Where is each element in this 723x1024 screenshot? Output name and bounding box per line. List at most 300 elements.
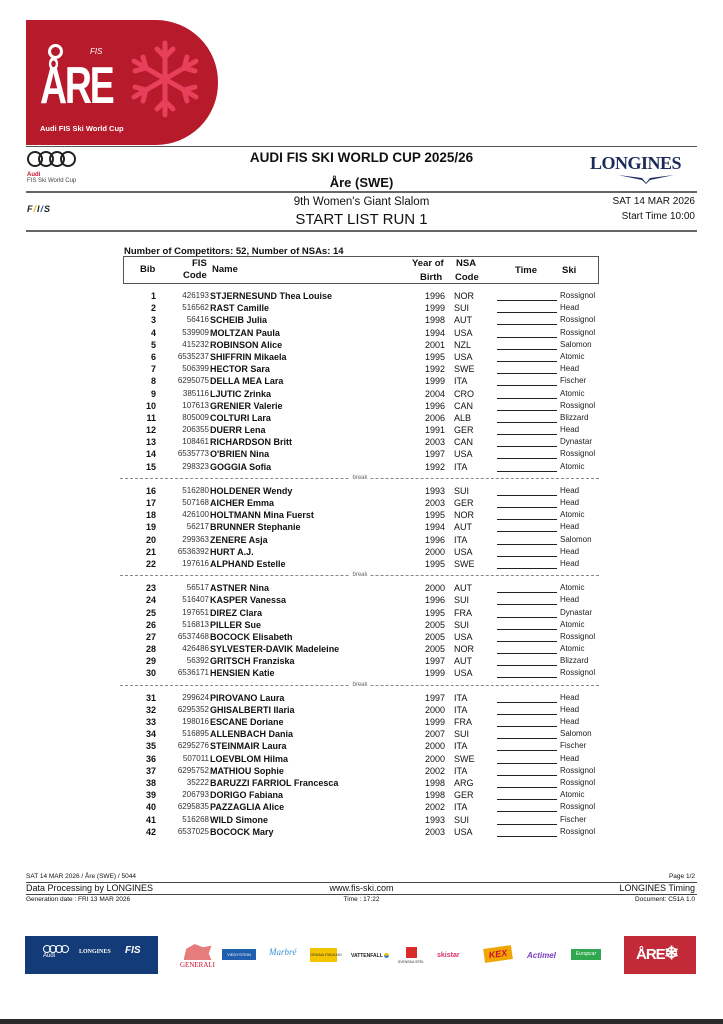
table-row xyxy=(123,777,613,789)
year-of-birth: 2003 xyxy=(424,437,445,448)
bib: 30 xyxy=(145,668,156,679)
bib: 2 xyxy=(150,303,156,314)
header-rule-bottom xyxy=(26,230,697,232)
nsa-code: ARG xyxy=(454,777,474,788)
footer-website-link[interactable]: www.fis-ski.com xyxy=(329,883,394,893)
time-blank xyxy=(497,337,557,338)
ski-brand: Head xyxy=(560,303,580,313)
ski-brand: Rossignol xyxy=(560,400,596,410)
time-blank xyxy=(497,410,557,411)
ski-brand: Head xyxy=(560,485,580,495)
footer-rule xyxy=(26,894,697,895)
athlete-name: SCHEIB Julia xyxy=(210,315,268,326)
table-row xyxy=(123,826,613,838)
nsa-code: FRA xyxy=(454,717,472,727)
table-row xyxy=(123,765,613,777)
athlete-name: HURT A.J. xyxy=(210,546,254,557)
col-yob-top: Year of xyxy=(412,258,444,269)
time-blank xyxy=(497,531,557,532)
time-blank xyxy=(497,726,557,727)
bib: 42 xyxy=(145,826,156,837)
sponsor-audi-label: Audi xyxy=(43,953,56,959)
col-fis-bottom: Code xyxy=(183,270,207,281)
time-blank xyxy=(497,750,557,751)
bib: 28 xyxy=(145,644,156,655)
nsa-code: ITA xyxy=(454,376,468,387)
year-of-birth: 1995 xyxy=(424,558,445,569)
break-label-wrap xyxy=(123,473,597,483)
nsa-code: ITA xyxy=(454,802,468,813)
table-row xyxy=(123,375,613,387)
bib: 13 xyxy=(145,437,156,448)
fis-code: 299624 xyxy=(182,692,209,702)
ski-brand: Fischer xyxy=(560,376,587,386)
year-of-birth: 1993 xyxy=(424,485,445,496)
year-of-birth: 1991 xyxy=(424,425,445,436)
athlete-name: SHIFFRIN Mikaela xyxy=(210,351,287,362)
bib: 34 xyxy=(145,729,156,740)
bib: 7 xyxy=(150,364,156,375)
year-of-birth: 2002 xyxy=(424,765,445,776)
year-of-birth: 1994 xyxy=(424,327,445,338)
year-of-birth: 2006 xyxy=(424,412,445,423)
audi-rings-icon xyxy=(43,945,67,953)
ski-brand: Atomic xyxy=(560,583,585,593)
bib: 25 xyxy=(145,607,156,618)
fis-code: 516562 xyxy=(182,303,209,313)
fis-code: 516280 xyxy=(182,485,209,495)
are-event-logo xyxy=(26,20,218,145)
footer-time: Time : 17:22 xyxy=(343,896,380,903)
table-row xyxy=(123,290,613,302)
athlete-name: LJUTIC Zrinka xyxy=(210,388,272,399)
nsa-code: ITA xyxy=(454,704,468,715)
fis-code: 197651 xyxy=(182,607,209,617)
table-row xyxy=(123,400,613,412)
year-of-birth: 1998 xyxy=(424,790,445,801)
sponsor-vattenfall xyxy=(351,953,389,959)
lion-icon xyxy=(184,944,212,960)
athlete-name: DELLA MEA Lara xyxy=(210,376,284,387)
ski-brand: Head xyxy=(560,595,580,605)
ski-brand: Atomic xyxy=(560,510,585,520)
fis-code: 6295276 xyxy=(177,741,209,751)
year-of-birth: 1995 xyxy=(424,351,445,362)
table-row xyxy=(123,558,613,570)
nsa-code: NOR xyxy=(454,291,474,301)
table-row xyxy=(123,789,613,801)
athlete-name: BOCOCK Mary xyxy=(210,826,274,837)
event-name: 9th Women's Giant Slalom xyxy=(293,196,430,208)
ski-brand: Fischer xyxy=(560,741,587,751)
bottom-bar xyxy=(0,1019,723,1024)
time-blank xyxy=(497,787,557,788)
nsa-code: SWE xyxy=(454,753,475,764)
longines-logo: LONGINES xyxy=(590,153,682,173)
athlete-name: RICHARDSON Britt xyxy=(210,437,292,448)
ski-brand: Rossignol xyxy=(560,327,596,337)
col-yob-bottom: Birth xyxy=(420,272,443,283)
athlete-name: PIROVANO Laura xyxy=(210,692,285,703)
table-row xyxy=(123,607,613,619)
fis-code: 385116 xyxy=(182,388,209,398)
athlete-name: STEINMAIR Laura xyxy=(210,741,287,752)
sponsor-are-label: ÅRE xyxy=(636,946,665,963)
athlete-name: DIREZ Clara xyxy=(210,607,263,618)
athlete-name: ASTNER Nina xyxy=(210,583,270,594)
table-row xyxy=(123,327,613,339)
fis-code: 6537468 xyxy=(177,631,209,641)
race-date: SAT 14 MAR 2026 xyxy=(612,196,695,207)
athlete-name: HECTOR Sara xyxy=(210,364,270,375)
table-row xyxy=(123,436,613,448)
year-of-birth: 1996 xyxy=(424,400,445,411)
col-nsa-bottom: Code xyxy=(455,272,479,283)
break-label-wrap xyxy=(123,680,597,690)
athlete-name: PILLER Sue xyxy=(210,619,262,630)
start-time: Start Time 10:00 xyxy=(621,211,695,222)
footer-data-processing: Data Processing by LONGINES xyxy=(26,883,154,893)
time-blank xyxy=(497,458,557,459)
year-of-birth: 1994 xyxy=(424,522,445,533)
athlete-name: RAST Camille xyxy=(210,303,270,314)
nsa-code: AUT xyxy=(454,522,472,533)
sponsor-generali-label: GENERALI xyxy=(180,961,215,969)
nsa-code: USA xyxy=(454,668,473,679)
bib: 4 xyxy=(150,327,156,338)
ski-brand: Head xyxy=(560,546,580,556)
fis-code: 516407 xyxy=(182,595,209,605)
logo-fis-mark: FIS xyxy=(90,47,103,56)
athlete-name: PAZZAGLIA Alice xyxy=(210,802,285,813)
ski-brand: Atomic xyxy=(560,388,585,398)
bib: 41 xyxy=(145,814,156,825)
col-ski: Ski xyxy=(562,265,577,276)
fis-code: 6295752 xyxy=(177,765,209,775)
time-blank xyxy=(497,604,557,605)
time-blank xyxy=(497,592,557,593)
break-label-wrap xyxy=(123,570,597,580)
bib: 40 xyxy=(145,802,156,813)
col-time: Time xyxy=(515,265,538,276)
year-of-birth: 2005 xyxy=(424,631,445,642)
nsa-code: USA xyxy=(454,631,473,642)
athlete-name: ESCANE Doriane xyxy=(210,717,284,727)
ski-brand: Atomic xyxy=(560,790,585,800)
time-blank xyxy=(497,824,557,825)
bib: 12 xyxy=(145,425,156,436)
break-label: break xyxy=(352,681,368,688)
ski-brand: Blizzard xyxy=(560,656,589,666)
snowflake-icon: ❄ xyxy=(664,943,680,963)
header-rule-middle xyxy=(26,191,697,193)
time-blank xyxy=(497,763,557,764)
nsa-code: CRO xyxy=(454,388,474,399)
athlete-name: HOLDENER Wendy xyxy=(210,485,293,496)
start-list xyxy=(123,290,613,838)
ski-brand: Salomon xyxy=(560,534,592,544)
athlete-name: HENSIEN Katie xyxy=(210,668,275,679)
bib: 6 xyxy=(150,351,156,362)
year-of-birth: 1997 xyxy=(424,449,445,460)
bib: 10 xyxy=(145,400,156,411)
year-of-birth: 2001 xyxy=(424,339,445,350)
bib: 27 xyxy=(145,631,156,642)
time-blank xyxy=(497,434,557,435)
year-of-birth: 1995 xyxy=(424,607,445,618)
ski-brand: Atomic xyxy=(560,461,585,471)
nsa-code: USA xyxy=(454,826,473,837)
athlete-name: KASPER Vanessa xyxy=(210,595,287,606)
ski-brand: Head xyxy=(560,364,580,374)
bib: 14 xyxy=(145,449,156,460)
fis-code: 197616 xyxy=(182,558,209,568)
fis-code: 805009 xyxy=(182,412,209,422)
competitor-summary: Number of Competitors: 52, Number of NSAs: 14 xyxy=(124,246,344,257)
time-blank xyxy=(497,653,557,654)
bib: 24 xyxy=(145,595,156,606)
ski-brand: Salomon xyxy=(560,339,592,349)
bib: 19 xyxy=(145,522,156,533)
table-row xyxy=(123,619,613,631)
nsa-code: SUI xyxy=(454,303,470,314)
time-blank xyxy=(497,422,557,423)
fis-code: 56416 xyxy=(186,315,209,325)
nsa-code: SUI xyxy=(454,619,470,630)
nsa-code: GER xyxy=(454,498,474,508)
table-row xyxy=(123,412,613,424)
fis-code: 56217 xyxy=(186,522,209,532)
table-row xyxy=(123,521,613,533)
bib: 17 xyxy=(145,498,156,508)
ski-brand: Rossignol xyxy=(560,315,596,325)
fis-code: 206355 xyxy=(182,425,209,435)
table-row xyxy=(123,716,613,728)
table-row xyxy=(123,667,613,679)
table-row xyxy=(123,339,613,351)
ski-brand: Head xyxy=(560,522,580,532)
athlete-name: GRITSCH Franziska xyxy=(210,656,295,667)
bib: 38 xyxy=(145,777,156,788)
table-row xyxy=(123,302,613,314)
header-rule-top xyxy=(26,146,697,147)
nsa-code: ITA xyxy=(454,534,468,545)
time-blank xyxy=(497,641,557,642)
time-blank xyxy=(497,300,557,301)
time-blank xyxy=(497,677,557,678)
table-row xyxy=(123,388,613,400)
year-of-birth: 1999 xyxy=(424,303,445,314)
bib: 20 xyxy=(145,534,156,545)
table-row xyxy=(123,448,613,460)
table-row xyxy=(123,740,613,752)
table-row xyxy=(123,753,613,765)
fis-code: 56517 xyxy=(186,583,209,593)
sponsor-longines: LONGINES xyxy=(79,949,111,955)
year-of-birth: 1999 xyxy=(424,376,445,387)
fis-code: 6535237 xyxy=(177,351,209,361)
fis-code: 507168 xyxy=(182,498,209,507)
athlete-name: BRUNNER Stephanie xyxy=(210,522,301,533)
ski-brand: Dynastar xyxy=(560,607,593,617)
list-title: START LIST RUN 1 xyxy=(295,211,428,228)
nsa-code: FRA xyxy=(454,607,472,618)
nsa-code: AUT xyxy=(454,656,472,667)
fis-code: 516895 xyxy=(182,729,209,739)
time-blank xyxy=(497,519,557,520)
time-blank xyxy=(497,312,557,313)
time-blank xyxy=(497,714,557,715)
year-of-birth: 2003 xyxy=(424,498,445,508)
ski-brand: Head xyxy=(560,692,580,702)
table-row xyxy=(123,461,613,473)
nsa-code: CAN xyxy=(454,437,474,448)
fis-code: 426486 xyxy=(182,644,209,654)
nsa-code: NOR xyxy=(454,510,474,521)
athlete-name: HOLTMANN Mina Fuerst xyxy=(210,510,314,521)
year-of-birth: 2003 xyxy=(424,826,445,837)
nsa-code: USA xyxy=(454,449,473,460)
nsa-code: USA xyxy=(454,546,473,557)
time-blank xyxy=(497,568,557,569)
table-row xyxy=(123,594,613,606)
snowflake-icon xyxy=(124,38,206,120)
ski-brand: Atomic xyxy=(560,644,585,654)
bib: 39 xyxy=(145,790,156,801)
fis-code: 107613 xyxy=(182,400,209,410)
table-row xyxy=(123,546,613,558)
athlete-name: ALLENBACH Dania xyxy=(210,729,294,740)
table-row xyxy=(123,728,613,740)
time-blank xyxy=(497,702,557,703)
ski-brand: Rossignol xyxy=(560,291,596,300)
bib: 8 xyxy=(150,376,156,387)
logo-subtitle: Audi FIS Ski World Cup xyxy=(40,124,124,133)
vattenfall-sun-icon xyxy=(384,953,389,958)
fis-code: 506399 xyxy=(182,364,209,374)
competition-title: AUDI FIS SKI WORLD CUP 2025/26 xyxy=(249,150,474,165)
nsa-code: GER xyxy=(454,790,474,801)
nsa-code: GER xyxy=(454,425,474,436)
athlete-name: GRENIER Valerie xyxy=(210,400,283,411)
bib: 18 xyxy=(145,510,156,521)
venue: Åre (SWE) xyxy=(329,175,394,190)
sponsor-svenska-spel-label: SVENSKA SPEL xyxy=(397,960,425,964)
fis-code: 6295352 xyxy=(177,704,209,714)
col-nsa-top: NSA xyxy=(456,258,477,269)
year-of-birth: 1996 xyxy=(424,291,445,301)
bib: 22 xyxy=(145,558,156,569)
bib: 11 xyxy=(146,412,156,423)
year-of-birth: 1998 xyxy=(424,315,445,326)
fis-code: 516268 xyxy=(182,814,209,824)
ski-brand: Rossignol xyxy=(560,668,596,678)
bib: 35 xyxy=(145,741,156,752)
year-of-birth: 1993 xyxy=(424,814,445,825)
fis-code: 6295075 xyxy=(177,376,209,386)
time-blank xyxy=(497,398,557,399)
year-of-birth: 1996 xyxy=(424,534,445,545)
time-blank xyxy=(497,507,557,508)
time-blank xyxy=(497,361,557,362)
year-of-birth: 1999 xyxy=(424,668,445,679)
footer-generation-date: Generation date : FRI 13 MAR 2026 xyxy=(26,896,131,903)
fis-code: 6536171 xyxy=(177,668,209,678)
fis-code: 426193 xyxy=(182,291,209,300)
fis-code: 6535773 xyxy=(177,449,209,459)
sponsor-are xyxy=(624,936,696,974)
logo-text: ÅRE xyxy=(40,57,113,115)
athlete-name: STJERNESUND Thea Louise xyxy=(210,291,333,301)
ski-brand: Head xyxy=(560,717,580,726)
year-of-birth: 2004 xyxy=(424,388,445,399)
year-of-birth: 1997 xyxy=(424,692,445,703)
time-blank xyxy=(497,385,557,386)
sponsor-main-banner xyxy=(25,936,158,974)
ski-brand: Rossignol xyxy=(560,802,596,812)
nsa-code: NZL xyxy=(454,339,472,350)
break-label: break xyxy=(352,572,368,579)
nsa-code: USA xyxy=(454,351,473,362)
table-row xyxy=(123,509,613,521)
nsa-code: SUI xyxy=(454,729,470,740)
fis-code: 108461 xyxy=(182,437,209,447)
bib: 9 xyxy=(150,388,156,399)
ski-brand: Head xyxy=(560,558,580,568)
footer-document: Document: C51A 1.0 xyxy=(635,896,695,903)
table-row xyxy=(123,351,613,363)
footer-page: Page 1/2 xyxy=(668,873,695,880)
nsa-code: ITA xyxy=(454,461,468,472)
sponsor-audi xyxy=(43,945,67,959)
year-of-birth: 1992 xyxy=(424,461,445,472)
time-blank xyxy=(497,373,557,374)
sponsor-viedystein: VIEDYSTEIN xyxy=(222,949,256,960)
fis-code: 56392 xyxy=(186,656,209,666)
ski-brand: Rossignol xyxy=(560,826,596,836)
ski-brand: Head xyxy=(560,704,580,714)
athlete-name: DUERR Lena xyxy=(210,425,266,436)
col-fis-top: FIS xyxy=(192,258,207,269)
ski-brand: Head xyxy=(560,425,580,435)
table-row xyxy=(123,801,613,813)
table-row xyxy=(123,655,613,667)
ski-brand: Rossignol xyxy=(560,777,596,787)
nsa-code: NOR xyxy=(454,644,474,655)
time-blank xyxy=(497,811,557,812)
nsa-code: ITA xyxy=(454,692,468,703)
audi-subtitle: FIS Ski World Cup xyxy=(27,178,77,184)
fis-code: 299363 xyxy=(182,534,209,544)
year-of-birth: 2000 xyxy=(424,704,445,715)
table-row xyxy=(123,631,613,643)
athlete-name: SYLVESTER-DAVIK Madeleine xyxy=(210,644,340,655)
ski-brand: Blizzard xyxy=(560,412,589,422)
break-separator xyxy=(123,570,613,582)
sponsor-europcar: Europcar xyxy=(571,949,601,960)
fis-code: 206793 xyxy=(182,790,209,800)
time-blank xyxy=(497,495,557,496)
time-blank xyxy=(497,544,557,545)
table-row xyxy=(123,314,613,326)
athlete-name: GHISALBERTI Ilaria xyxy=(210,704,295,715)
fis-logo: F/I/S xyxy=(27,204,52,214)
athlete-name: BOCOCK Elisabeth xyxy=(210,631,293,642)
athlete-name: LOEVBLOM Hilma xyxy=(210,753,289,764)
athlete-name: WILD Simone xyxy=(210,814,268,825)
sponsor-actimel: Actimel xyxy=(527,951,556,960)
athlete-name: BARUZZI FARRIOL Francesca xyxy=(210,777,339,788)
